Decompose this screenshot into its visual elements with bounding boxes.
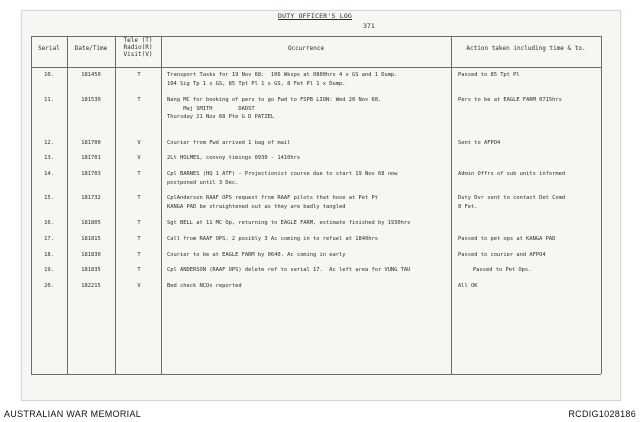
row-method: T <box>137 72 141 78</box>
row-action: Admin Offrs of sub units informed <box>458 171 566 177</box>
row-method: T <box>137 252 141 258</box>
row-action <box>458 194 600 211</box>
row-method: T <box>137 97 141 103</box>
header-date-time: Date/Time <box>74 45 108 52</box>
row-action: Sent to AFPO4 <box>458 140 501 146</box>
row-occurrence: 2Lt HOLMES, convoy timings 0930 - 1410hrs <box>167 155 301 161</box>
row-datetime: 181700 <box>81 140 101 146</box>
row-method: V <box>137 140 141 146</box>
row-occurrence <box>167 96 453 122</box>
row-serial: 13. <box>44 155 54 161</box>
row-occurrence: Call from RAAF OPS, 2 posibly 3 Ac coming in to refuel at 1840hrs <box>167 236 378 242</box>
row-action: Passed to courier and AFPO4 <box>458 252 546 258</box>
occurrence-line: Thursday 21 Nov 68 Pte G D PATZEL <box>167 114 275 121</box>
row-occurrence <box>167 170 453 187</box>
row-occurrence: Cpl ANDERSON (RAAF OPS) delete ref to serial 17. Ac left area for VUNG TAU <box>167 267 411 273</box>
row-datetime: 181530 <box>81 97 101 103</box>
occurrence-line: 104 Sig Tp 1 x GS, 85 Tpt Pl 1 x GS, 8 Fet Pl 1 x Dump. <box>167 80 346 87</box>
row-serial: 20. <box>44 283 54 289</box>
column-rule <box>67 36 68 374</box>
occurrence-line: postponed until 3 Dec. <box>167 179 239 186</box>
action-line: Duty Dvr sent to contact Det Comd <box>458 195 566 201</box>
table-header-rule <box>31 67 601 68</box>
row-action: Passed to pet ops at KANGA PAD <box>458 236 556 242</box>
table-bottom-rule <box>31 374 601 375</box>
row-serial: 17. <box>44 236 54 242</box>
row-occurrence: Courier from Fwd arrived 1 bag of mail <box>167 140 291 146</box>
occurrence-line: Cpl BARNES (HQ 1 ATF) - Projectionist course due to start 19 Nov 68 now <box>167 171 398 177</box>
header-method-visit: Visit(V) <box>123 51 153 58</box>
row-datetime: 181835 <box>81 267 101 273</box>
row-serial: 10. <box>44 72 54 78</box>
row-method: T <box>137 195 141 201</box>
row-serial: 18. <box>44 252 54 258</box>
occurrence-line: CplAnderson RAAF OPS request from RAAF pilots that hose at Pet Pt <box>167 195 378 201</box>
row-datetime: 181450 <box>81 72 101 78</box>
row-serial: 14. <box>44 171 54 177</box>
row-action: All OK <box>458 283 478 289</box>
row-occurrence <box>167 71 453 88</box>
column-rule <box>601 36 602 374</box>
occurrence-line: KANGA PAD be straightened out as they are badly tangled <box>167 203 346 210</box>
row-occurrence <box>167 194 453 211</box>
header-method-radio: Radio(R) <box>123 44 153 51</box>
row-action: Passed to Pet Ops. <box>473 267 532 273</box>
action-line: 8 Fet. <box>458 203 478 210</box>
row-serial: 19. <box>44 267 54 273</box>
row-action: Pers to be at EAGLE FARM 0715hrs <box>458 97 562 103</box>
row-serial: 12. <box>44 140 54 146</box>
occurrence-line: Maj SMITH DADST <box>167 105 255 112</box>
row-datetime: 181815 <box>81 236 101 242</box>
row-method: T <box>137 220 141 226</box>
header-method <box>115 37 161 58</box>
row-occurrence: Courier to be at EAGLE FARM by 0640. Ac coming in early <box>167 252 346 258</box>
row-serial: 15. <box>44 195 54 201</box>
row-datetime: 181732 <box>81 195 101 201</box>
document-title: DUTY OFFICER'S LOG <box>278 12 353 20</box>
occurrence-line: Transport Tasks for 19 Nov 68: 106 Wksps at 0800hrs 4 x GS and 1 Dump. <box>167 72 398 78</box>
row-method: V <box>137 283 141 289</box>
row-datetime: 181830 <box>81 252 101 258</box>
row-datetime: 181805 <box>81 220 101 226</box>
row-occurrence: Sgt BELL at 11 MC Op, returning to EAGLE FARM, estimate finished by 1930hrs <box>167 220 411 226</box>
row-serial: 11. <box>44 97 54 103</box>
row-method: T <box>137 171 141 177</box>
row-occurrence: Bed check NCOs reported <box>167 283 242 289</box>
occurrence-line: Nang MC for booking of pers to go Fwd to FSPB LION: Wed 20 Nov 68. <box>167 97 382 103</box>
header-action: Action taken including time & to. <box>466 45 586 52</box>
archive-credit: AUSTRALIAN WAR MEMORIAL <box>4 409 142 419</box>
header-serial: Serial <box>38 45 60 52</box>
column-rule <box>161 36 162 374</box>
row-serial: 16. <box>44 220 54 226</box>
row-datetime: 181703 <box>81 171 101 177</box>
column-rule <box>115 36 116 374</box>
row-method: T <box>137 236 141 242</box>
row-method: V <box>137 155 141 161</box>
page-number: 371 <box>363 22 375 30</box>
row-action: Passed to 85 Tpt Pl <box>458 72 520 78</box>
archive-reference: RCDIG1028186 <box>568 409 636 419</box>
row-datetime: 182215 <box>81 283 101 289</box>
row-method: T <box>137 267 141 273</box>
column-rule <box>31 36 32 374</box>
row-datetime: 181701 <box>81 155 101 161</box>
header-occurrence: Occurrence <box>287 45 325 52</box>
header-method-tele: Tele (T) <box>123 37 153 44</box>
